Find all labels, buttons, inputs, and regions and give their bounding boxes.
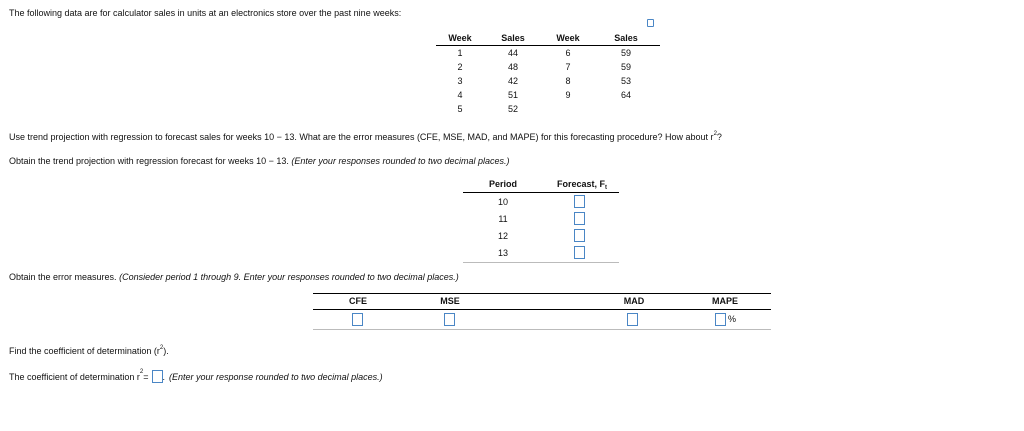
table-cell-week: 4	[457, 90, 463, 100]
period-cell: 13	[497, 248, 508, 258]
table-cell-week: 8	[565, 76, 571, 86]
error-bottom-rule	[313, 329, 771, 330]
sales-header-rule	[436, 45, 660, 46]
error-header-rule	[313, 309, 771, 310]
table-cell-week: 1	[457, 48, 463, 58]
percent-sign: %	[728, 314, 737, 324]
error-table	[313, 293, 771, 331]
error-top-rule	[313, 293, 771, 294]
header-mad: MAD	[623, 296, 645, 306]
header-mse: MSE	[440, 296, 460, 306]
cfe-input[interactable]	[352, 313, 363, 326]
table-cell-week: 9	[565, 90, 571, 100]
table-cell-sales: 59	[620, 48, 631, 58]
header-week-2: Week	[556, 33, 580, 43]
table-cell-week: 3	[457, 76, 463, 86]
header-sales-2: Sales	[614, 33, 638, 43]
question-text: Use trend projection with regression to forecast sales for weeks 10 − 13. What are the error measures (CFE, MSE, MAD, and MAPE) for this forecasting procedure? How about $r^2$?	[9, 131, 722, 142]
forecast-table	[463, 176, 619, 264]
table-cell-week: 2	[457, 62, 463, 72]
forecast-prompt: Obtain the trend projection with regression forecast for weeks 10 − 13. (Enter your responses rounded to two decimal places.)	[9, 156, 510, 166]
sales-table	[436, 33, 660, 113]
coef-answer-line: The coefficient of determination r 2 = . (Enter your response rounded to two decimal places.)	[9, 368, 383, 382]
intro-text: The following data are for calculator sales in units at an electronics store over the past nine weeks:	[9, 8, 402, 18]
period-cell: 10	[497, 197, 508, 207]
table-cell-sales: 42	[507, 76, 518, 86]
table-cell-sales: 48	[507, 62, 518, 72]
forecast-input[interactable]	[574, 246, 585, 259]
table-cell-week: 6	[565, 48, 571, 58]
period-cell: 11	[498, 214, 508, 224]
table-cell-week: 7	[565, 62, 571, 72]
mse-input[interactable]	[444, 313, 455, 326]
forecast-input[interactable]	[574, 212, 585, 225]
header-period: Period	[488, 179, 517, 189]
table-cell-sales: 53	[620, 76, 631, 86]
table-cell-sales: 44	[507, 48, 518, 58]
header-forecast: Forecast, $F_t$	[556, 179, 607, 191]
forecast-bottom-rule	[463, 262, 619, 263]
coef-prompt: Find the coefficient of determination $(r^2)$.	[9, 345, 169, 356]
table-cell-sales: 59	[620, 62, 631, 72]
mape-input[interactable]	[715, 313, 726, 326]
header-cfe: CFE	[349, 296, 367, 306]
header-week-1: Week	[448, 33, 472, 43]
error-prompt: Obtain the error measures. (Consieder period 1 through 9. Enter your responses rounded to two decimal places.)	[9, 272, 459, 282]
forecast-header-rule	[463, 192, 619, 193]
forecast-input[interactable]	[574, 195, 585, 208]
r-squared-input[interactable]	[152, 370, 163, 383]
table-cell-sales: 52	[507, 104, 518, 114]
table-cell-sales: 51	[507, 90, 518, 100]
table-cell-week: 5	[457, 104, 463, 114]
forecast-input[interactable]	[574, 229, 585, 242]
table-cell-sales: 64	[620, 90, 631, 100]
help-icon[interactable]	[647, 19, 654, 27]
header-mape: MAPE	[711, 296, 738, 306]
mad-input[interactable]	[627, 313, 638, 326]
period-cell: 12	[497, 231, 508, 241]
header-sales-1: Sales	[501, 33, 525, 43]
